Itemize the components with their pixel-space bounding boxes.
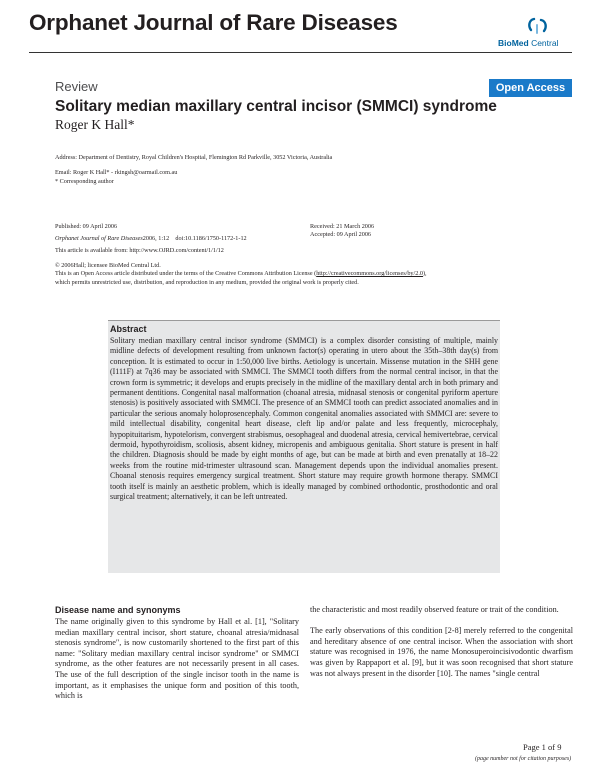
biomed-central-icon [526,16,550,36]
article-title: Solitary median maxillary central incisor (SMMCI) syndrome [55,98,497,115]
open-access-badge: Open Access [489,79,572,97]
page-number: Page 1 of 9 [523,742,562,752]
body-column-right [310,605,573,690]
header-divider [29,52,572,53]
body-column-left [55,617,299,702]
article-url[interactable]: This article is available from: http://www.OJRD.com/content/1/1/12 [55,247,224,254]
publisher-name-light: Central [528,38,559,48]
license-text-end: which permits unrestricted use, distribution, and reproduction in any medium, provided the original work is properly cited. [55,279,359,286]
body-paragraph: The name originally given to this syndrome by Hall et al. [1], "Solitary median maxillary central incisor, short stature, choanal atresia/midnasal stenosis syndrome", is now customarily shortened to the first part of this name: "Solitary median maxillary central incisor syndrome" or SMMCI syndrome, as the other features are not necessarily present in all cases. The use of the full description of the single incisor tooth in the name is important, as it emphasises the unique form and position of this tooth, which is [55,617,299,701]
license-text [55,269,575,287]
abstract-body: Solitary median maxillary central incisor syndrome (SMMCI) is a complex disorder consisting of multiple, mainly midline defects of development resulting from unknown factor(s) operating in utero about the 35th–38th day(s) from conception. It is estimated to occur in 1:50,000 live births. Aetiology is uncertain. Missense mutation in the SHH gene (I111F) at 7q36 may be associated with SMMCI. The SMMCI tooth differs from the normal central incisor, in that the crown form is symmetric; it develops and erupts precisely in the midline of the maxillary dental arch in both primary and permanent dentitions. Congenital nasal malformation (choanal atresia, midnasal stenosis or congenital pyriform aperture stenosis) is positively associated with SMMCI. The presence of an SMMCI tooth can predict associated anomalies and in particular the serious anomaly holoprosencephaly. Common congenital anomalies associated with SMMCI are: severe to mild intellectual disability, congenital heart disease, cleft lip and/or palate and less frequently, microcephaly, hypopituitarism, hypotelorism, convergent strabismus, oesophageal and duodenal atresia, cervical hemivertebrae, cervical dermoid, hypothyroidism, scoliosis, absent kidney, micropenis and ambiguous genitalia. Short stature is present in half the children. Diagnosis should be made by eight months of age, but can be made at birth and even prenatally at 18–22 weeks from the routine mid-trimester ultrasound scan. Management depends upon the individual anomalies present. Choanal stenosis requires emergency surgical treatment. Short stature may require growth hormone therapy. SMMCI tooth itself is mainly an aesthetic problem, which is ideally managed by combined orthodontic, prosthodontic and oral surgical treatment; alternatively, it can be left untreated. [110,336,498,502]
body-paragraph: the characteristic and most readily observed feature or trait of the condition. [310,605,559,614]
published-date: Published: 09 April 2006 [55,223,118,230]
corresponding-note: * Corresponding author [55,178,114,185]
citation-details: 2006, 1:12 doi:10.1186/1750-1172-1-12 [142,235,247,242]
page-number-note: (page number not for citation purposes) [475,756,572,762]
body-paragraph: The early observations of this condition [2-8] merely referred to the congenital and hereditary absence of one central incisor. When the association with short stature was recognised in 1976, the name Monosuperoincisivodontic dwarfism was given by Rappaport et al. [9], but it was soon recognised that short stature was not always present in the disorder [10]. The names "single central [310,626,573,678]
journal-title: Orphanet Journal of Rare Diseases [29,10,398,35]
received-date: Received: 21 March 2006 [310,223,375,230]
author-address: Address: Department of Dentistry, Royal Children's Hospital, Flemington Rd Parkville, 3052 Victoria, Australia [55,154,333,161]
author-line: Roger K Hall* [55,117,135,132]
author-email[interactable]: Email: Roger K Hall* - rkingsh@oarmail.com.au [55,169,178,176]
citation-journal: Orphanet Journal of Rare Diseases [55,235,143,242]
publisher-name-bold: BioMed [498,38,529,48]
article-type: Review [55,79,98,94]
license-text-close: ), [422,270,427,277]
publisher-logo [498,16,576,50]
abstract-box [108,320,500,573]
license-link[interactable]: http://creativecommons.org/licenses/by/2.0 [316,270,423,277]
accepted-date: Accepted: 09 April 2006 [310,231,372,238]
section-heading: Disease name and synonyms [55,605,181,615]
publisher-name [498,38,558,48]
citation-line [55,234,247,243]
abstract-heading: Abstract [110,324,147,334]
license-text-start: This is an Open Access article distributed under the terms of the Creative Commons Attribution License ( [55,270,317,277]
copyright-line: © 2006Hall; licensee BioMed Central Ltd. [55,262,161,269]
